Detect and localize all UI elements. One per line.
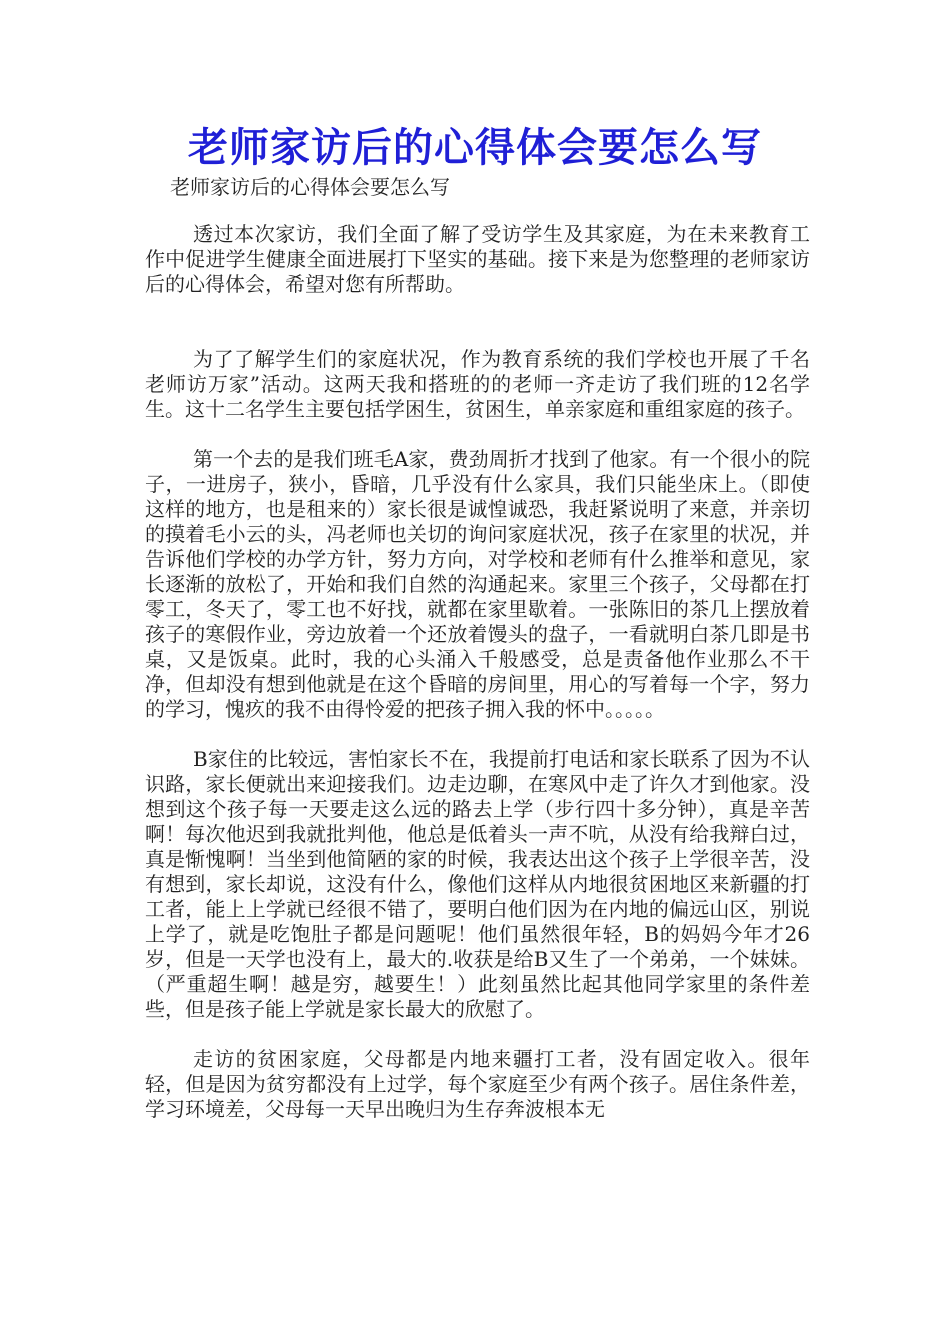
document-body — [145, 222, 810, 1122]
paragraph-visit-b: B家住的比较远，害怕家长不在，我提前打电话和家长联系了因为不认识路，家长便就出来迎接我们。边走边聊，在寒风中走了许久才到他家。没想到这个孩子每一天要走这么远的路去上学（步行四十多分钟），真是辛苦啊！每次他迟到我就批判他，他总是低着头一声不吭，从没有给我辩白过，真是惭愧啊！当坐到他简陋的家的时候，我表达出这个孩子上学很辛苦，没有想到，家长却说，这没有什么，像他们这样从内地很贫困地区来新疆的打工者，能上上学就已经很不错了，要明白他们因为在内地的偏远山区，别说上学了，就是吃饱肚子都是问题呢！他们虽然很年轻，B的妈妈今年才26岁，但是一天学也没有上，最大的.收获是给B又生了一个弟弟，一个妹妹。（严重超生啊！越是穷，越要生！）此刻虽然比起其他同学家里的条件差些，但是孩子能上学就是家长最大的欣慰了。 — [145, 747, 810, 1021]
document-subtitle: 老师家访后的心得体会要怎么写 — [170, 175, 450, 199]
paragraph-background: 为了了解学生们的家庭状况，作为教育系统的我们学校也开展了千名老师访万家”活动。这两天我和搭班的的老师一齐走访了我们班的12名学生。这十二名学生主要包括学困生，贫困生，单亲家庭和重组家庭的孩子。 — [145, 347, 810, 421]
paragraph-visit-a: 第一个去的是我们班毛A家，费劲周折才找到了他家。有一个很小的院子，一进房子，狭小，昏暗，几乎没有什么家具，我们只能坐床上。（即使这样的地方，也是租来的）家长很是诚惶诚恐，我赶紧说明了来意，并亲切的摸着毛小云的头，冯老师也关切的询问家庭状况，孩子在家里的状况，并告诉他们学校的办学方针，努力方向，对学校和老师有什么推举和意见，家长逐渐的放松了，开始和我们自然的沟通起来。家里三个孩子，父母都在打零工，冬天了，零工也不好找，就都在家里歇着。一张陈旧的茶几上摆放着孩子的寒假作业，旁边放着一个还放着馒头的盘子，一看就明白茶几即是书桌，又是饭桌。此时，我的心头涌入千般感受，总是责备他作业那么不干净，但却没有想到他就是在这个昏暗的房间里，用心的写着每一个字，努力的学习，愧疚的我不由得怜爱的把孩子拥入我的怀中。。。。。 — [145, 447, 810, 721]
paragraph-intro: 透过本次家访，我们全面了解了受访学生及其家庭，为在未来教育工作中促进学生健康全面进展打下坚实的基础。接下来是为您整理的老师家访后的心得体会，希望对您有所帮助。 — [145, 222, 810, 296]
document-title: 老师家访后的心得体会要怎么写 — [188, 124, 762, 171]
paragraph-poor-families: 走访的贫困家庭，父母都是内地来疆打工者，没有固定收入。很年轻，但是因为贫穷都没有上过学，每个家庭至少有两个孩子。居住条件差，学习环境差，父母每一天早出晚归为生存奔波根本无 — [145, 1047, 810, 1121]
